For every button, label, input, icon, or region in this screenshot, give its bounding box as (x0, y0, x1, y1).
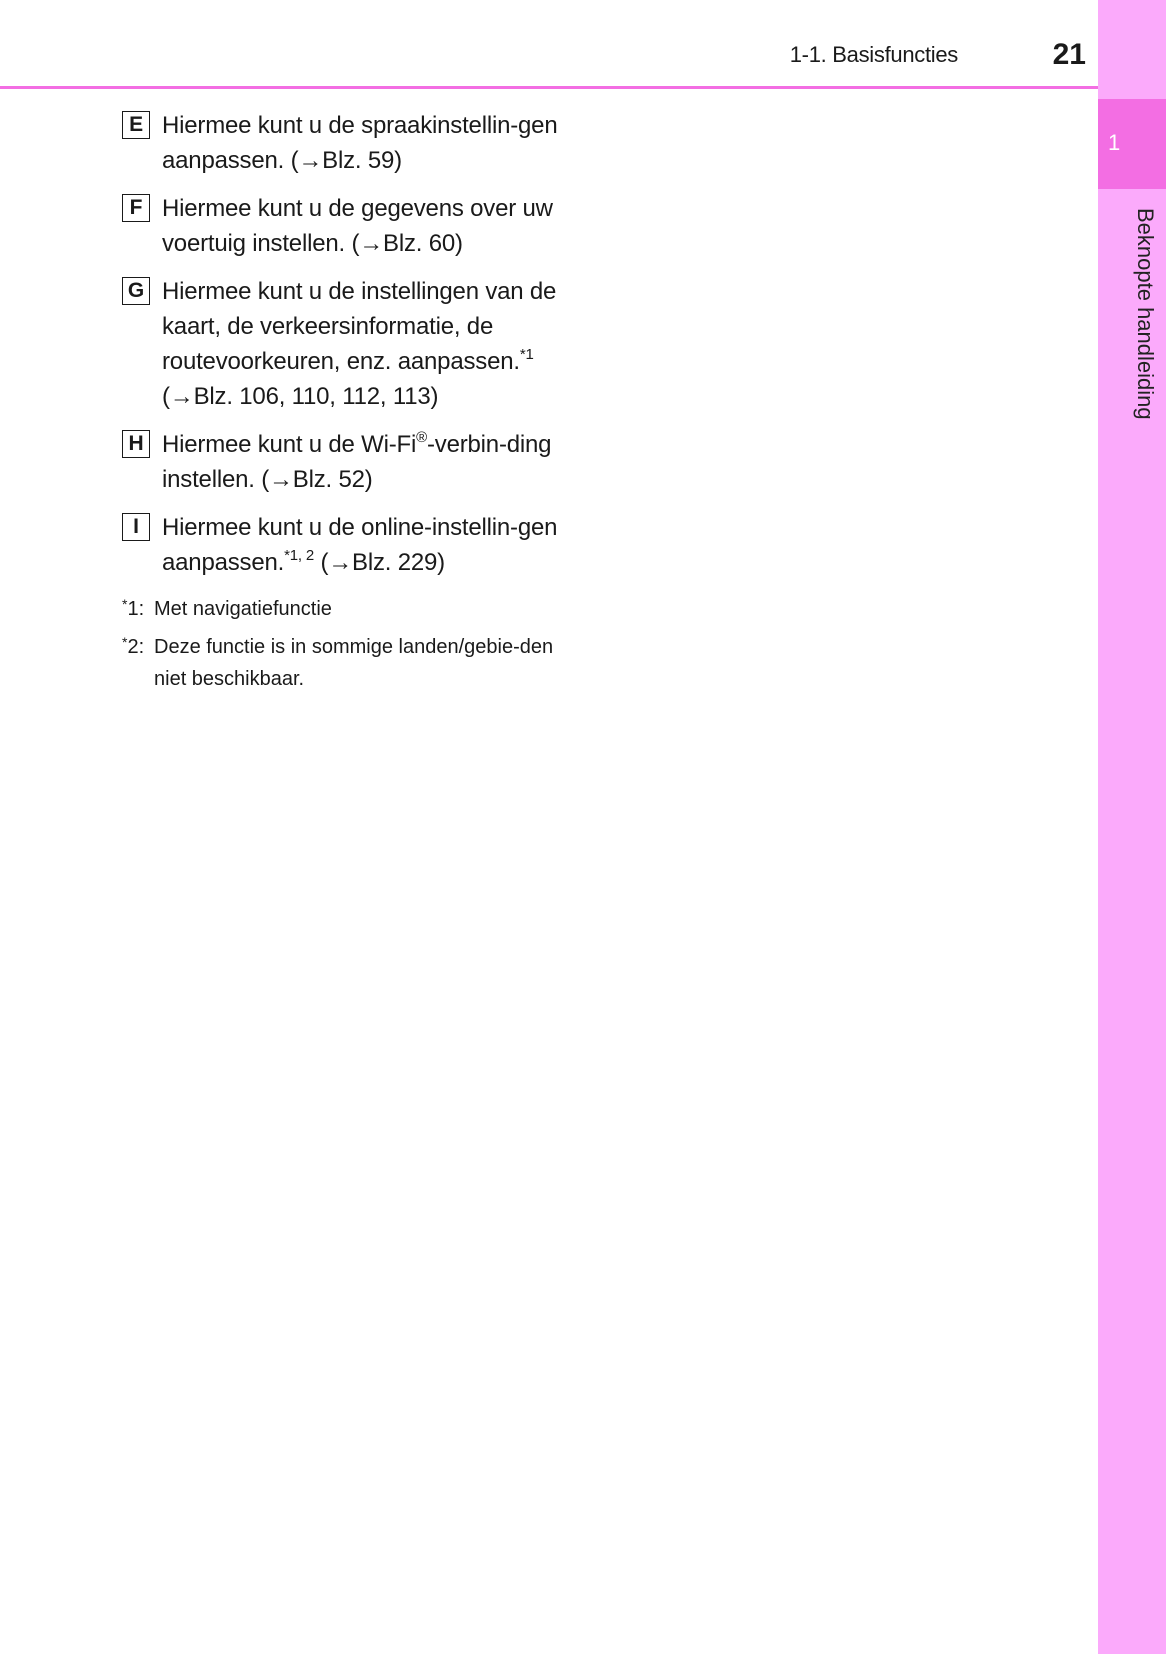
item-text: Hiermee kunt u de online-instellin-gen aanpassen. (162, 514, 558, 576)
chapter-label: Beknopte handleiding (1133, 208, 1158, 420)
list-item (122, 510, 562, 580)
item-letter: F (122, 194, 150, 222)
header-divider (0, 86, 1098, 89)
registered-mark: ® (416, 429, 427, 446)
footnote-mark: *2: (122, 634, 145, 658)
item-text-ref: (→Blz. 106, 110, 112, 113) (162, 383, 439, 410)
footnote (122, 593, 562, 625)
list-item (122, 108, 562, 178)
list-item (122, 274, 562, 414)
footnote-ref: *1, 2 (284, 547, 314, 564)
footnote-text: Deze functie is in sommige landen/gebie-den niet beschikbaar. (154, 636, 554, 690)
item-text: Hiermee kunt u de gegevens over uw voertuig instellen. (→Blz. 60) (162, 195, 553, 257)
item-letter: H (122, 430, 150, 458)
item-letter: I (122, 513, 150, 541)
item-text: Hiermee kunt u de spraakinstellin-gen aanpassen. (→Blz. 59) (162, 112, 558, 174)
list-item (122, 191, 562, 261)
footnote-mark: *1: (122, 596, 145, 620)
item-text-ref: -verbin-ding instellen. (→Blz. 52) (162, 431, 552, 493)
section-title: 1-1. Basisfuncties (789, 42, 958, 67)
item-text-ref: (→Blz. 229) (320, 549, 445, 576)
chapter-number: 1 (1108, 130, 1121, 155)
footnote (122, 631, 562, 695)
item-letter: G (122, 277, 150, 305)
footnote-text: Met navigatiefunctie (154, 598, 332, 620)
list-item (122, 427, 562, 497)
item-letter: E (122, 111, 150, 139)
item-text: Hiermee kunt u de instellingen van de kaart, de verkeersinformatie, de routevoorkeuren, enz. aanpassen. (162, 278, 557, 375)
page-number: 21 (1052, 38, 1086, 71)
footnote-ref: *1 (519, 346, 534, 363)
item-text: Hiermee kunt u de Wi-Fi (162, 431, 417, 458)
content (122, 108, 562, 701)
